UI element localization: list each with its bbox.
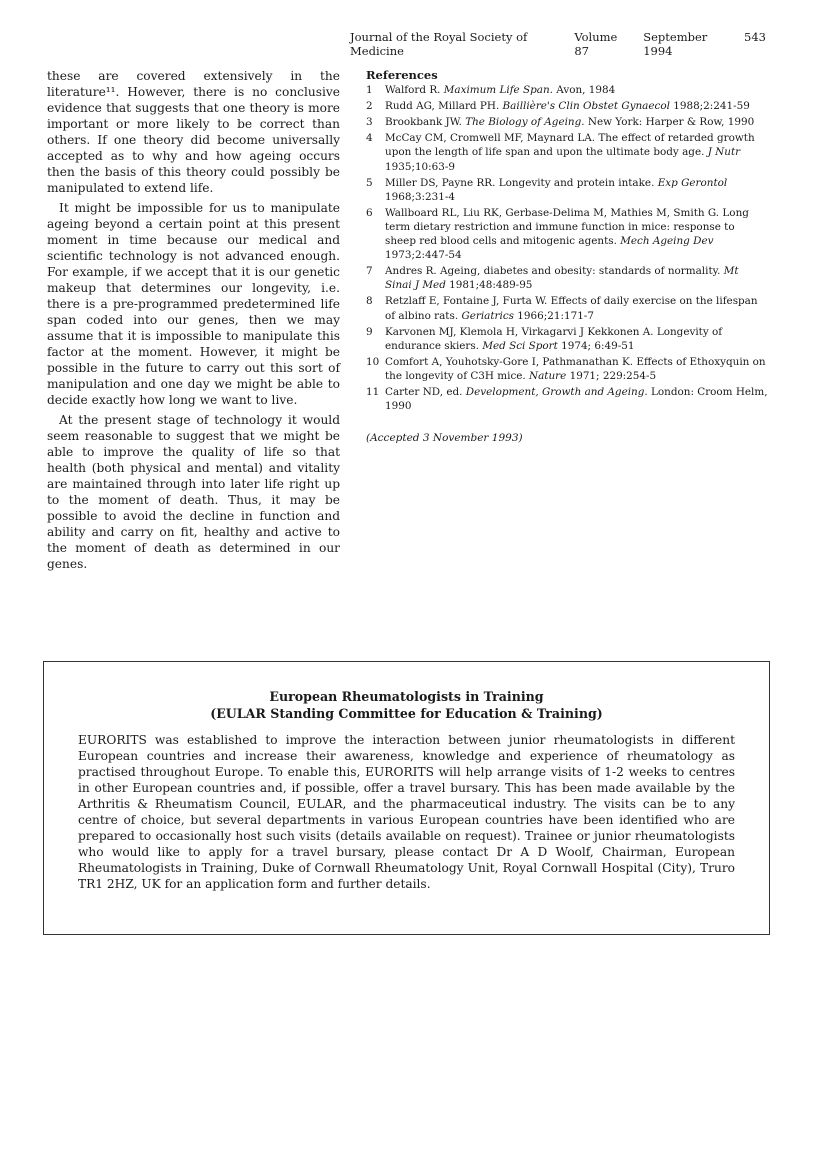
body-paragraph: these are covered extensively in the literature¹¹. However, there is no conclusive evidence that suggests that one theory is more important or more likely to be correct than others. If one theory did become universally accepted as to why and how ageing occurs then the basis of this theory could possibly be manipulated to extend life. <box>47 69 340 195</box>
reference-text: Andres R. Ageing, diabetes and obesity: standards of normality. Mt Sinai J Med 1981;48:489-95 <box>385 265 739 292</box>
reference-text: Walford R. Maximum Life Span. Avon, 1984 <box>385 84 616 97</box>
reference-text: Brookbank JW. The Biology of Ageing. New York: Harper & Row, 1990 <box>385 116 755 129</box>
reference-text: Rudd AG, Millard PH. Baillière's Clin Obstet Gynaecol 1988;2:241-59 <box>385 100 750 113</box>
reference-number: 11 <box>366 385 380 398</box>
journal-name: Journal of the Royal Society of Medicine <box>350 30 528 58</box>
notice-box <box>43 661 770 935</box>
reference-item <box>366 206 768 262</box>
reference-item <box>366 355 768 383</box>
reference-text: Comfort A, Youhotsky-Gore I, Pathmanathan K. Effects of Ethoxyquin on the longevity of C3H mice. Nature 1971; 229:254-5 <box>385 355 766 382</box>
reference-number: 9 <box>366 325 373 338</box>
body-text-column <box>47 68 340 572</box>
accepted-date: (Accepted 3 November 1993) <box>366 432 523 445</box>
reference-number: 10 <box>366 355 380 368</box>
reference-number: 1 <box>366 84 373 97</box>
running-head <box>350 30 766 58</box>
issue-date: September 1994 <box>643 30 708 58</box>
reference-item <box>366 385 768 413</box>
journal-volume: Volume 87 <box>574 30 618 58</box>
page-number: 543 <box>744 30 766 44</box>
reference-item <box>366 325 768 353</box>
references-column <box>366 68 768 445</box>
notice-title-line: European Rheumatologists in Training <box>269 689 544 704</box>
reference-number: 3 <box>366 116 373 129</box>
body-paragraph: At the present stage of technology it would seem reasonable to suggest that we might be able to improve the quality of life so that health (both physical and mental) and vitality are maintained through into later life right up to the moment of death. Thus, it may be possible to avoid the decline in function and ability and carry on fit, healthy and active to the moment of death as determined in our genes. <box>47 413 340 571</box>
reference-item <box>366 294 768 322</box>
reference-item <box>366 83 768 97</box>
reference-number: 6 <box>366 206 373 219</box>
reference-text: Miller DS, Payne RR. Longevity and protein intake. Exp Gerontol 1968;3:231-4 <box>385 176 728 203</box>
reference-item <box>366 176 768 204</box>
notice-title <box>44 688 769 722</box>
reference-item <box>366 264 768 292</box>
notice-text: EURORITS was established to improve the interaction between junior rheumatologists in different European countries and increase their awareness, knowledge and experience of rheumatology as practised throughout Europe. To enable this, EURORITS will help arrange visits of 1-2 weeks to centres in other European countries and, if possible, offer a travel bursary. This has been made available by the Arthritis & Rheumatism Council, EULAR, and the pharmaceutical industry. The visits can be to any centre of choice, but several departments in various European countries have been identified who are prepared to occasionally host such visits (details available on request). Trainee or junior rheumatologists who would like to apply for a travel bursary, please contact Dr A D Woolf, Chairman, European Rheumatologists in Training, Duke of Cornwall Rheumatology Unit, Royal Cornwall Hospital (City), Truro TR1 2HZ, UK for an application form and further details. <box>78 733 735 891</box>
body-paragraph: It might be impossible for us to manipulate ageing beyond a certain point at this present moment in time because our medical and scientific technology is not advanced enough. For example, if we accept that it is our genetic makeup that determines our longevity, i.e. there is a pre-programmed predetermined life span coded into our genes, then we may assume that it is impossible to manipulate this factor at the moment. However, it might be possible in the future to carry out this sort of manipulation and one day we might be able to decide exactly how long we want to live. <box>47 201 340 407</box>
reference-text: Karvonen MJ, Klemola H, Virkagarvi J Kekkonen A. Longevity of endurance skiers. Med Sci Sport 1974; 6:49-51 <box>385 325 723 352</box>
reference-item <box>366 115 768 129</box>
reference-text: Retzlaff E, Fontaine J, Furta W. Effects of daily exercise on the lifespan of albino rats. Geriatrics 1966;21:171-7 <box>385 295 758 322</box>
reference-number: 7 <box>366 265 373 278</box>
reference-text: McCay CM, Cromwell MF, Maynard LA. The effect of retarded growth upon the length of life span and upon the ultimate body age. J Nutr 1935;10:63-9 <box>385 132 755 173</box>
reference-list <box>366 83 768 413</box>
reference-number: 4 <box>366 132 373 145</box>
reference-number: 2 <box>366 100 373 113</box>
reference-text: Carter ND, ed. Development, Growth and Ageing. London: Croom Helm, 1990 <box>385 385 768 413</box>
reference-item <box>366 99 768 113</box>
references-heading: References <box>366 68 438 82</box>
notice-subtitle-line: (EULAR Standing Committee for Education & Training) <box>210 706 603 721</box>
reference-text: Wallboard RL, Liu RK, Gerbase-Delima M, Mathies M, Smith G. Long term dietary restriction and immune function in mice: response to sheep red blood cells and mitogenic agents. Mech Ageing Dev 1973;2:447-54 <box>385 206 749 262</box>
reference-number: 8 <box>366 295 373 308</box>
reference-number: 5 <box>366 176 373 189</box>
reference-item <box>366 131 768 173</box>
